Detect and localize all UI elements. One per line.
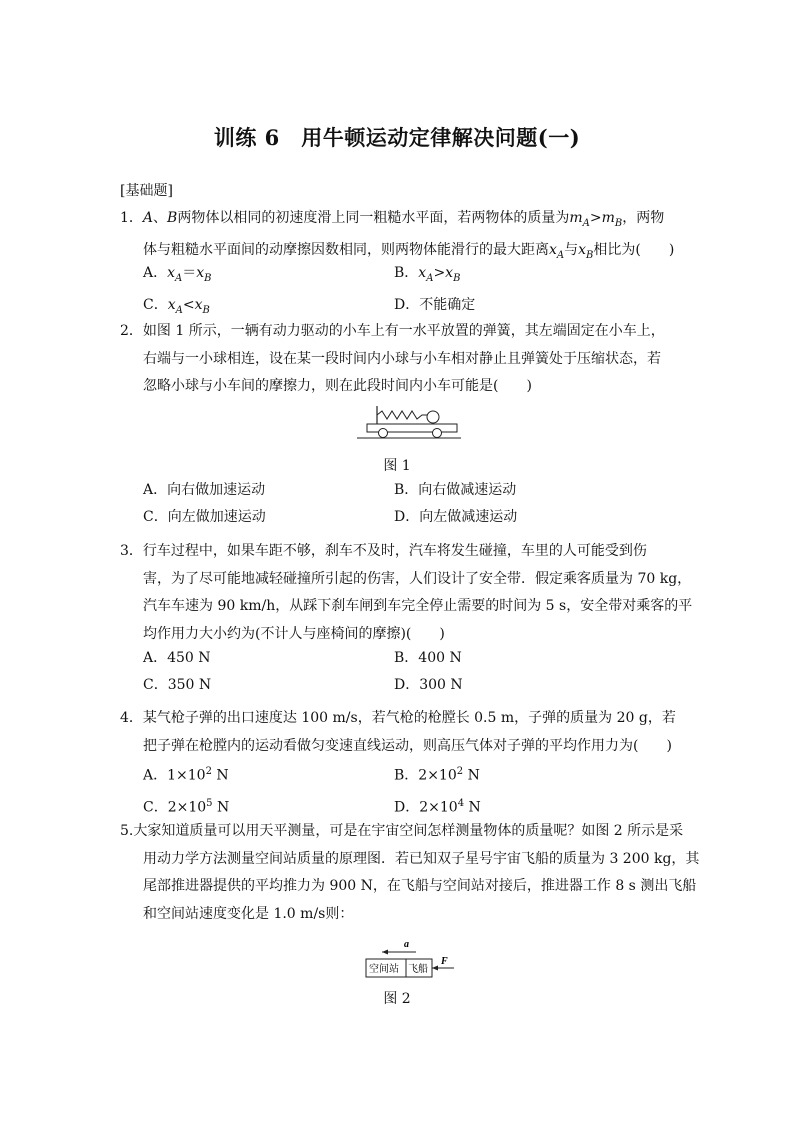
question-5-line-4: 和空间站速度变化是 1.0 m/s则： <box>143 905 354 922</box>
question-1-option-a[interactable]: A．$x_A=x_B$ <box>143 265 212 284</box>
question-2-options <box>143 477 683 531</box>
page-title: 训练 6 用牛顿运动定律解决问题(一) <box>213 125 581 150</box>
question-4-option-d[interactable]: D．$2\times 10^4$ N <box>394 797 481 816</box>
figure-2-docking-diagram <box>350 936 460 984</box>
figure-1-caption: 图 1 <box>383 458 411 474</box>
question-1-option-d[interactable]: D．不能确定 <box>394 296 476 313</box>
question-2-line-2: 右端与一小球相连，设在某一段时间内小球与小车相对静止且弹簧处于压缩状态，若 <box>143 350 661 367</box>
section-label: [基础题] <box>120 183 173 199</box>
question-5-line-2: 用动力学方法测量空间站质量的原理图．若已知双子星号宇宙飞船的质量为 3 200 kg，其 <box>143 850 700 867</box>
question-5-line-1: 5.大家知道质量可以用天平测量，可是在宇宙空间怎样测量物体的质量呢？如图 2 所示是采 <box>120 823 684 839</box>
figure-1-cart-spring <box>355 400 465 442</box>
question-4-options <box>143 758 683 821</box>
question-1-options <box>143 260 683 324</box>
question-2-line-3: 忽略小球与小车间的摩擦力，则在此段时间内小车可能是( ) <box>143 378 532 394</box>
question-4-line-1: 4．某气枪子弹的出口速度达 100 m/s，若气枪的枪膛长 0.5 m，子弹的质量为 20 g，若 <box>120 710 676 726</box>
question-3-line-2: 害，为了尽可能地减轻碰撞所引起的伤害，人们设计了安全带．假定乘客质量为 70 kg， <box>143 570 692 587</box>
question-4-line-2: 把子弹在枪膛内的运动看做匀变速直线运动，则高压气体对子弹的平均作用力为( ) <box>143 737 672 754</box>
question-4-option-a[interactable]: A．$1\times 10^2$ N <box>143 766 229 784</box>
question-4-option-c[interactable]: C．$2\times 10^5$ N <box>143 797 230 816</box>
question-3 <box>120 538 693 648</box>
question-2-line-1: 2．如图 1 所示，一辆有动力驱动的小车上有一水平放置的弹簧，其左端固定在小车上， <box>120 323 665 339</box>
question-3-option-c[interactable]: C．350 N <box>143 677 212 693</box>
question-2-option-a[interactable]: A．向右做加速运动 <box>143 482 266 498</box>
question-5-line-3: 尾部推进器提供的平均推力为 900 N，在飞船与空间站对接后，推进器工作 8 s 测出飞船 <box>143 878 697 894</box>
question-4 <box>120 705 680 760</box>
figure-2-label-F: F <box>441 956 448 967</box>
question-3-line-4: 均作用力大小约为(不计人与座椅间的摩擦)( ) <box>143 625 445 642</box>
question-3-options <box>143 645 683 699</box>
figure-2-label-ship: 飞船 <box>408 964 428 975</box>
question-1-option-b[interactable]: B．$x_A>x_B$ <box>394 265 461 284</box>
question-1-option-c[interactable]: C．$x_A<x_B$ <box>143 296 210 316</box>
question-3-line-3: 汽车车速为 90 km/h，从踩下刹车闸到车完全停止需要的时间为 5 s，安全带对乘客的平 <box>143 598 693 614</box>
question-1-line-1: 1．A、B两物体以相同的初速度滑上同一粗糙水平面，若两物体的质量为$m_A>m_B$，两物 <box>120 210 665 229</box>
question-3-option-a[interactable]: A．450 N <box>143 650 211 666</box>
question-5 <box>120 818 700 928</box>
question-3-option-d[interactable]: D．300 N <box>394 677 463 693</box>
question-2-option-c[interactable]: C．向左做加速运动 <box>143 509 266 525</box>
figure-2-label-station: 空间站 <box>369 964 399 975</box>
question-3-line-1: 3．行车过程中，如果车距不够，刹车不及时，汽车将发生碰撞，车里的人可能受到伤 <box>120 543 647 559</box>
question-2-option-b[interactable]: B．向右做减速运动 <box>394 482 517 498</box>
question-2-option-d[interactable]: D．向左做减速运动 <box>394 509 518 525</box>
question-4-option-b[interactable]: B．$2\times 10^2$ N <box>394 766 480 784</box>
question-1-line-2: 体与粗糙水平面间的动摩擦因数相同，则两物体能滑行的最大距离$x_A$与$x_B$相比为( ) <box>143 242 675 262</box>
figure-2-caption: 图 2 <box>383 991 411 1007</box>
figure-2-label-a: a <box>404 939 409 950</box>
question-3-option-b[interactable]: B．400 N <box>394 650 462 666</box>
question-2 <box>120 318 680 401</box>
